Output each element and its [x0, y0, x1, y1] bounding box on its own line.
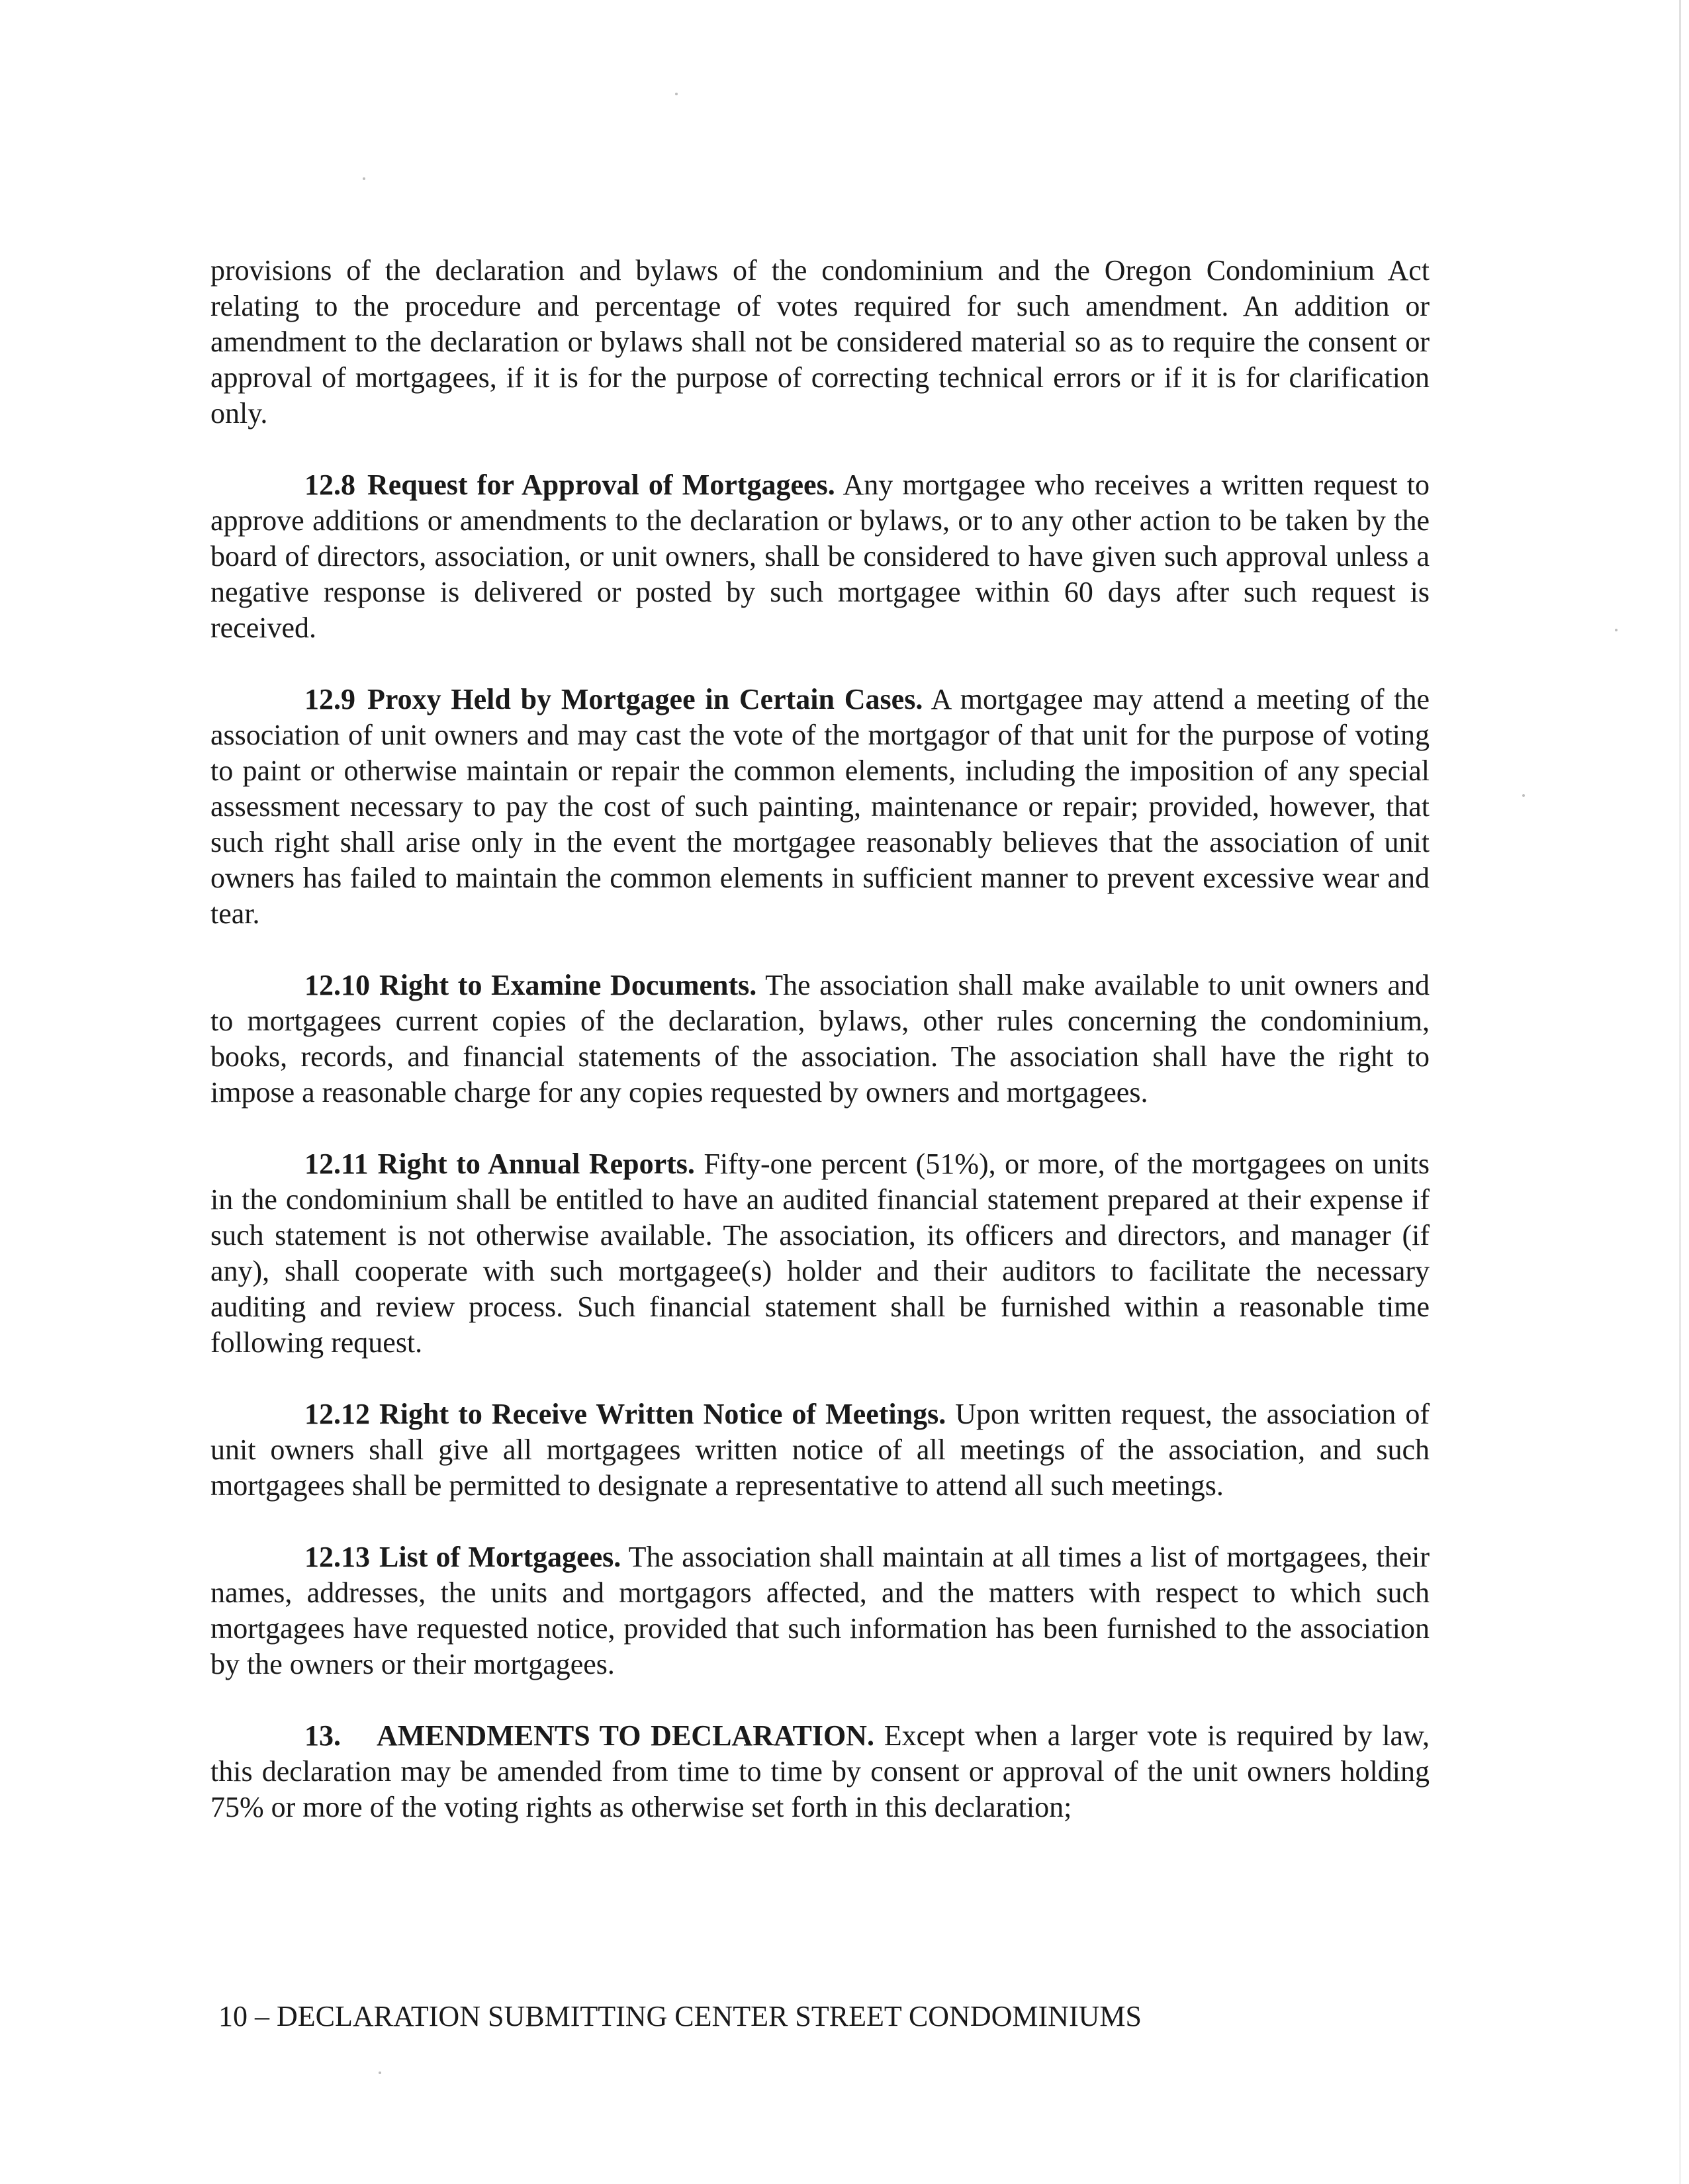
section-title: Right to Examine Documents. — [379, 969, 757, 1001]
section-body: The association shall maintain at all times a list of mortgagees, their names, addresses, the units and mortgagors affected, and the matters with respect to which such mortgagees have requested notice, provided that such information has been furnished to the association by the owners or their mortgagees. — [210, 1541, 1430, 1680]
section-body: The association shall make available to unit owners and to mortgagees current copies of the declaration, bylaws, other rules concerning the condominium, books, records, and financial statements of the association. The association shall have the right to impose a reasonable charge for any copies requested by owners and mortgagees. — [210, 969, 1430, 1109]
section-number: 12.11 — [304, 1148, 369, 1180]
section-number: 12.9 — [304, 683, 355, 715]
section-title: List of Mortgagees. — [379, 1541, 621, 1573]
section-12-11 — [210, 1146, 1430, 1361]
section-title: Proxy Held by Mortgagee in Certain Cases. — [367, 683, 923, 715]
section-number: 12.10 — [304, 969, 370, 1001]
section-body: Except when a larger vote is required by law, this declaration may be amended from time to time by consent or approval of the unit owners holding 75% or more of the voting rights as otherwise set forth in this declaration; — [210, 1719, 1430, 1823]
section-number: 13. — [304, 1719, 341, 1752]
section-title: Request for Approval of Mortgagees. — [367, 469, 835, 501]
section-body: Upon written request, the association of unit owners shall give all mortgagees written notice of all meetings of the association, and such mortgagees shall be permitted to designate a representative to attend all such meetings. — [210, 1398, 1430, 1502]
page-footer: 10 – DECLARATION SUBMITTING CENTER STREET CONDOMINIUMS — [218, 2000, 1142, 2032]
page-edge-shadow — [1679, 0, 1681, 2184]
section-13 — [210, 1718, 1430, 1825]
section-title: Right to Receive Written Notice of Meetings. — [379, 1398, 946, 1430]
section-title: AMENDMENTS TO DECLARATION. — [377, 1719, 874, 1752]
section-body: Any mortgagee who receives a written request to approve additions or amendments to the declaration or bylaws, or to any other action to be taken by the board of directors, association, or unit owners, shall be considered to have given such approval unless a negative response is delivered or posted by such mortgagee within 60 days after such request is received. — [210, 469, 1430, 644]
section-12-9 — [210, 682, 1430, 932]
scan-speck — [379, 2071, 381, 2074]
scan-speck — [1615, 629, 1618, 631]
section-number: 12.12 — [304, 1398, 370, 1430]
section-12-13 — [210, 1539, 1430, 1682]
scan-speck — [363, 177, 365, 180]
scan-speck — [1522, 794, 1525, 797]
section-12-8 — [210, 467, 1430, 646]
section-12-12 — [210, 1396, 1430, 1504]
section-body: A mortgagee may attend a meeting of the association of unit owners and may cast the vote of the mortgagor of that unit for the purpose of voting to paint or otherwise maintain or repair the common elements, including the imposition of any special assessment necessary to pay the cost of such painting, maintenance or repair; provided, however, that such right shall arise only in the event the mortgagee reasonably believes that the association of unit owners has failed to maintain the common elements in sufficient manner to prevent excessive wear and tear. — [210, 683, 1430, 930]
document-body — [210, 253, 1430, 1861]
section-number: 12.13 — [304, 1541, 370, 1573]
section-12-10 — [210, 968, 1430, 1111]
section-body: Fifty-one percent (51%), or more, of the mortgagees on units in the condominium shall be entitled to have an audited financial statement prepared at their expense if such statement is not otherwise available. The association, its officers and directors, and manager (if any), shall cooperate with such mortgagee(s) holder and their auditors to facilitate the necessary auditing and review process. Such financial statement shall be furnished within a reasonable time following request. — [210, 1148, 1430, 1359]
scan-speck — [675, 93, 678, 95]
intro-paragraph: provisions of the declaration and bylaws of the condominium and the Oregon Condominium Act relating to the procedure and percentage of votes required for such amendment. An addition or amendment to the declaration or bylaws shall not be considered material so as to require the consent or approval of mortgagees, if it is for the purpose of correcting technical errors or if it is for clarification only. — [210, 254, 1430, 430]
section-number: 12.8 — [304, 469, 355, 501]
section-title: Right to Annual Reports. — [377, 1148, 695, 1180]
